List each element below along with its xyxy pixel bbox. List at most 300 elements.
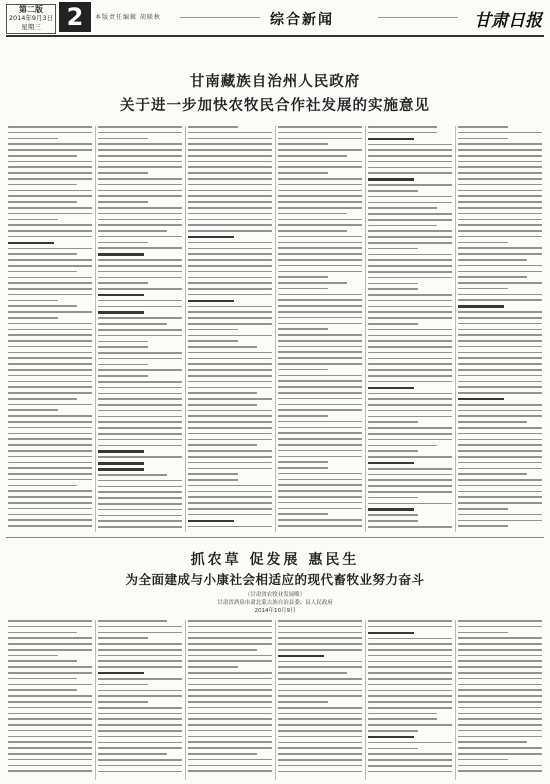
text-line: [368, 155, 452, 157]
article-divider: [6, 537, 544, 538]
text-line: [278, 323, 362, 325]
text-line: [188, 753, 257, 755]
text-line: [368, 387, 414, 389]
text-line: [98, 765, 182, 767]
text-line: [458, 462, 542, 464]
text-line: [188, 502, 272, 504]
text-line: [188, 381, 272, 383]
text-line: [458, 678, 542, 680]
text-line: [8, 632, 77, 634]
text-line: [188, 410, 272, 412]
text-line: [188, 207, 272, 209]
text-line: [98, 730, 182, 732]
text-line: [98, 161, 182, 163]
text-line: [368, 638, 452, 640]
text-line: [98, 369, 182, 371]
text-line: [98, 126, 182, 128]
text-line: [368, 271, 452, 273]
text-line: [8, 277, 92, 279]
text-line: [8, 421, 92, 423]
text-line: [278, 259, 362, 261]
text-line: [98, 759, 182, 761]
text-line: [368, 620, 452, 622]
text-line: [188, 427, 272, 429]
text-line: [98, 684, 148, 686]
text-line: [98, 404, 182, 406]
text-line: [98, 143, 182, 145]
text-line: [368, 427, 452, 429]
text-line: [368, 167, 452, 169]
text-line: [98, 643, 182, 645]
text-line: [368, 375, 452, 377]
text-line: [98, 346, 148, 348]
text-line: [368, 306, 452, 308]
text-line: [278, 363, 362, 365]
text-line: [278, 271, 362, 273]
text-line: [98, 352, 182, 354]
text-line: [368, 126, 437, 128]
text-line: [368, 416, 452, 418]
text-line: [458, 317, 542, 319]
text-line: [278, 380, 362, 382]
text-line: [368, 526, 452, 528]
text-line: [98, 701, 148, 703]
text-line: [278, 672, 347, 674]
text-line: [188, 317, 272, 319]
section-rule-right: [378, 17, 458, 18]
text-line: [278, 661, 362, 663]
text-line: [278, 730, 362, 732]
text-line: [188, 172, 272, 174]
text-line: [458, 404, 542, 406]
text-line: [98, 695, 182, 697]
text-line: [188, 730, 272, 732]
text-line: [188, 526, 272, 528]
text-line: [98, 178, 182, 180]
text-line: [458, 329, 542, 331]
text-line: [98, 190, 182, 192]
text-line: [368, 497, 418, 499]
text-line: [278, 415, 328, 417]
text-line: [98, 690, 182, 692]
text-line: [188, 444, 257, 446]
text-line: [188, 236, 234, 238]
text-line: [278, 438, 362, 440]
text-line: [458, 525, 508, 527]
text-line: [278, 484, 362, 486]
text-line: [8, 415, 92, 417]
text-line: [188, 473, 238, 475]
text-line: [188, 672, 272, 674]
text-line: [188, 520, 234, 522]
text-line: [278, 467, 328, 469]
text-line: [188, 695, 272, 697]
text-line: [98, 294, 144, 296]
text-line: [98, 277, 182, 279]
text-line: [188, 514, 272, 516]
text-line: [98, 480, 182, 482]
text-line: [8, 713, 92, 715]
text-line: [98, 450, 144, 452]
text-line: [278, 490, 362, 492]
text-line: [278, 282, 347, 284]
text-line: [98, 637, 148, 639]
text-line: [458, 502, 542, 504]
text-line: [8, 288, 92, 290]
text-line: [368, 736, 414, 738]
text-line: [458, 660, 542, 662]
text-line: [188, 178, 272, 180]
text-line: [458, 666, 542, 668]
text-line: [278, 340, 362, 342]
text-line: [368, 277, 452, 279]
text-line: [8, 253, 77, 255]
text-line: [368, 225, 437, 227]
text-line: [188, 190, 272, 192]
text-line: [368, 759, 452, 761]
text-line: [188, 724, 272, 726]
text-line: [458, 323, 542, 325]
text-line: [278, 369, 328, 371]
text-line: [98, 398, 182, 400]
text-line: [458, 346, 542, 348]
text-line: [368, 748, 418, 750]
text-line: [98, 433, 182, 435]
text-line: [278, 444, 362, 446]
text-line: [368, 254, 452, 256]
text-line: [8, 747, 92, 749]
text-line: [278, 421, 362, 423]
text-line: [458, 649, 542, 651]
text-line: [278, 456, 362, 458]
text-line: [188, 340, 238, 342]
text-line: [8, 433, 92, 435]
text-line: [98, 486, 182, 488]
text-line: [458, 415, 542, 417]
article2-headline-line1: 抓农草 促发展 惠民生: [190, 552, 360, 568]
editor-line: 本版责任编辑 胡联秋: [95, 14, 161, 21]
text-line: [368, 421, 418, 423]
text-line: [8, 409, 58, 411]
text-line: [278, 247, 362, 249]
text-line: [368, 207, 437, 209]
text-line: [458, 132, 542, 134]
text-line: [278, 317, 362, 319]
text-line: [98, 166, 182, 168]
text-line: [188, 759, 272, 761]
text-line: [458, 421, 527, 423]
text-line: [8, 741, 92, 743]
text-line: [458, 689, 542, 691]
text-line: [458, 242, 508, 244]
text-line: [458, 730, 542, 732]
text-line: [458, 392, 542, 394]
text-line: [188, 689, 272, 691]
text-line: [458, 311, 542, 313]
edition-title: 第二版: [19, 5, 43, 14]
text-line: [188, 265, 272, 267]
text-line: [8, 224, 92, 226]
text-line: [98, 655, 182, 657]
text-line: [368, 485, 452, 487]
text-line: [98, 224, 182, 226]
text-line: [368, 230, 452, 232]
text-line: [458, 718, 542, 720]
text-line: [188, 294, 272, 296]
text-line: [458, 514, 542, 516]
text-line: [368, 335, 452, 337]
text-line: [98, 230, 167, 232]
text-line: [98, 282, 148, 284]
text-line: [368, 695, 452, 697]
text-line: [458, 433, 542, 435]
text-line: [8, 467, 92, 469]
text-line: [8, 149, 92, 151]
text-line: [98, 445, 182, 447]
text-line: [368, 202, 452, 204]
text-line: [368, 398, 452, 400]
text-line: [458, 508, 508, 510]
text-line: [98, 666, 182, 668]
text-line: [368, 649, 452, 651]
text-line: [188, 271, 272, 273]
text-line: [458, 172, 542, 174]
text-line: [368, 433, 452, 435]
text-column: [278, 620, 362, 780]
text-line: [368, 474, 452, 476]
text-line: [8, 155, 77, 157]
text-line: [278, 666, 362, 668]
text-line: [188, 149, 272, 151]
text-line: [278, 334, 362, 336]
text-line: [278, 404, 362, 406]
text-line: [188, 713, 272, 715]
text-line: [8, 317, 58, 319]
column-rule: [455, 126, 456, 532]
text-line: [458, 695, 542, 697]
text-line: [458, 398, 504, 400]
text-line: [188, 195, 272, 197]
text-line: [8, 271, 77, 273]
text-line: [188, 620, 272, 622]
text-line: [458, 444, 542, 446]
text-line: [368, 730, 418, 732]
text-line: [368, 149, 452, 151]
text-line: [98, 410, 182, 412]
text-line: [368, 713, 437, 715]
text-line: [98, 253, 144, 255]
text-line: [278, 496, 362, 498]
text-column: [368, 620, 452, 780]
text-line: [368, 172, 452, 174]
text-line: [8, 213, 92, 215]
text-line: [458, 213, 542, 215]
text-line: [8, 230, 92, 232]
text-line: [8, 172, 92, 174]
text-line: [188, 201, 272, 203]
text-line: [8, 655, 58, 657]
text-line: [188, 387, 272, 389]
text-line: [8, 161, 92, 163]
text-line: [98, 132, 182, 134]
text-line: [458, 271, 542, 273]
text-line: [278, 724, 362, 726]
text-line: [368, 242, 452, 244]
text-line: [98, 678, 182, 680]
text-line: [458, 282, 542, 284]
text-line: [188, 126, 238, 128]
text-line: [98, 259, 182, 261]
text-line: [188, 433, 272, 435]
text-line: [188, 138, 272, 140]
text-line: [98, 387, 182, 389]
text-column: [458, 126, 542, 532]
text-line: [188, 132, 272, 134]
text-line: [278, 126, 362, 128]
text-line: [8, 490, 92, 492]
text-line: [188, 242, 272, 244]
text-line: [98, 155, 182, 157]
text-line: [458, 190, 542, 192]
text-line: [188, 462, 272, 464]
text-line: [458, 753, 542, 755]
text-line: [8, 184, 77, 186]
text-line: [188, 166, 272, 168]
text-line: [8, 496, 92, 498]
text-line: [188, 718, 272, 720]
text-line: [368, 196, 452, 198]
text-line: [278, 190, 362, 192]
text-line: [8, 132, 92, 134]
text-line: [458, 259, 527, 261]
text-line: [98, 468, 144, 470]
text-line: [278, 649, 362, 651]
text-line: [98, 172, 148, 174]
text-line: [368, 742, 452, 744]
text-line: [8, 190, 92, 192]
text-line: [458, 439, 542, 441]
text-line: [458, 155, 542, 157]
text-line: [458, 195, 542, 197]
text-line: [188, 352, 272, 354]
text-column: [188, 126, 272, 532]
edition-date: 2014年9月3日: [8, 14, 54, 22]
column-rule: [95, 126, 96, 532]
text-line: [8, 450, 92, 452]
article2-byline-title: （甘肃省农牧业发展略）: [244, 592, 306, 598]
text-line: [8, 300, 58, 302]
text-line: [8, 672, 92, 674]
text-line: [368, 184, 452, 186]
text-line: [278, 288, 328, 290]
text-line: [278, 346, 362, 348]
text-line: [278, 166, 362, 168]
text-line: [98, 317, 182, 319]
text-line: [278, 759, 362, 761]
text-line: [458, 741, 527, 743]
text-line: [8, 375, 92, 377]
text-line: [8, 294, 92, 296]
text-line: [98, 358, 182, 360]
text-line: [8, 381, 92, 383]
text-line: [188, 439, 272, 441]
text-line: [458, 276, 527, 278]
text-line: [8, 660, 77, 662]
text-line: [98, 509, 182, 511]
text-line: [278, 736, 362, 738]
text-line: [98, 491, 182, 493]
text-line: [188, 329, 238, 331]
text-line: [278, 386, 362, 388]
text-line: [8, 219, 58, 221]
text-line: [368, 450, 418, 452]
text-line: [278, 753, 362, 755]
text-line: [458, 265, 542, 267]
text-line: [8, 473, 92, 475]
text-line: [458, 643, 542, 645]
text-line: [188, 300, 234, 302]
text-line: [278, 508, 362, 510]
text-line: [278, 707, 362, 709]
text-line: [188, 479, 238, 481]
text-line: [8, 369, 92, 371]
masthead-rule: [6, 35, 544, 37]
text-line: [98, 649, 182, 651]
text-line: [8, 649, 92, 651]
text-line: [368, 771, 452, 773]
masthead: [0, 0, 550, 34]
text-line: [188, 335, 272, 337]
text-line: [98, 439, 182, 441]
text-line: [458, 759, 508, 761]
text-line: [98, 329, 182, 331]
text-line: [8, 166, 92, 168]
text-line: [368, 236, 452, 238]
text-line: [368, 666, 452, 668]
text-line: [8, 438, 92, 440]
text-line: [188, 369, 272, 371]
text-line: [98, 520, 182, 522]
text-line: [458, 701, 542, 703]
text-line: [458, 655, 542, 657]
column-rule: [365, 620, 366, 780]
text-line: [188, 770, 272, 772]
text-line: [188, 456, 272, 458]
text-line: [98, 138, 148, 140]
text-line: [188, 277, 272, 279]
text-line: [368, 462, 414, 464]
text-line: [188, 643, 272, 645]
text-line: [278, 655, 324, 657]
text-line: [458, 672, 542, 674]
text-line: [458, 340, 542, 342]
text-line: [98, 300, 182, 302]
text-line: [458, 166, 542, 168]
text-line: [188, 230, 272, 232]
text-line: [98, 335, 182, 337]
text-line: [98, 306, 182, 308]
text-line: [368, 132, 437, 134]
text-line: [188, 678, 272, 680]
text-line: [188, 224, 272, 226]
text-line: [8, 462, 92, 464]
text-line: [368, 393, 452, 395]
text-line: [278, 265, 362, 267]
text-line: [8, 242, 54, 244]
text-line: [458, 230, 542, 232]
text-line: [368, 661, 452, 663]
text-line: [278, 161, 362, 163]
